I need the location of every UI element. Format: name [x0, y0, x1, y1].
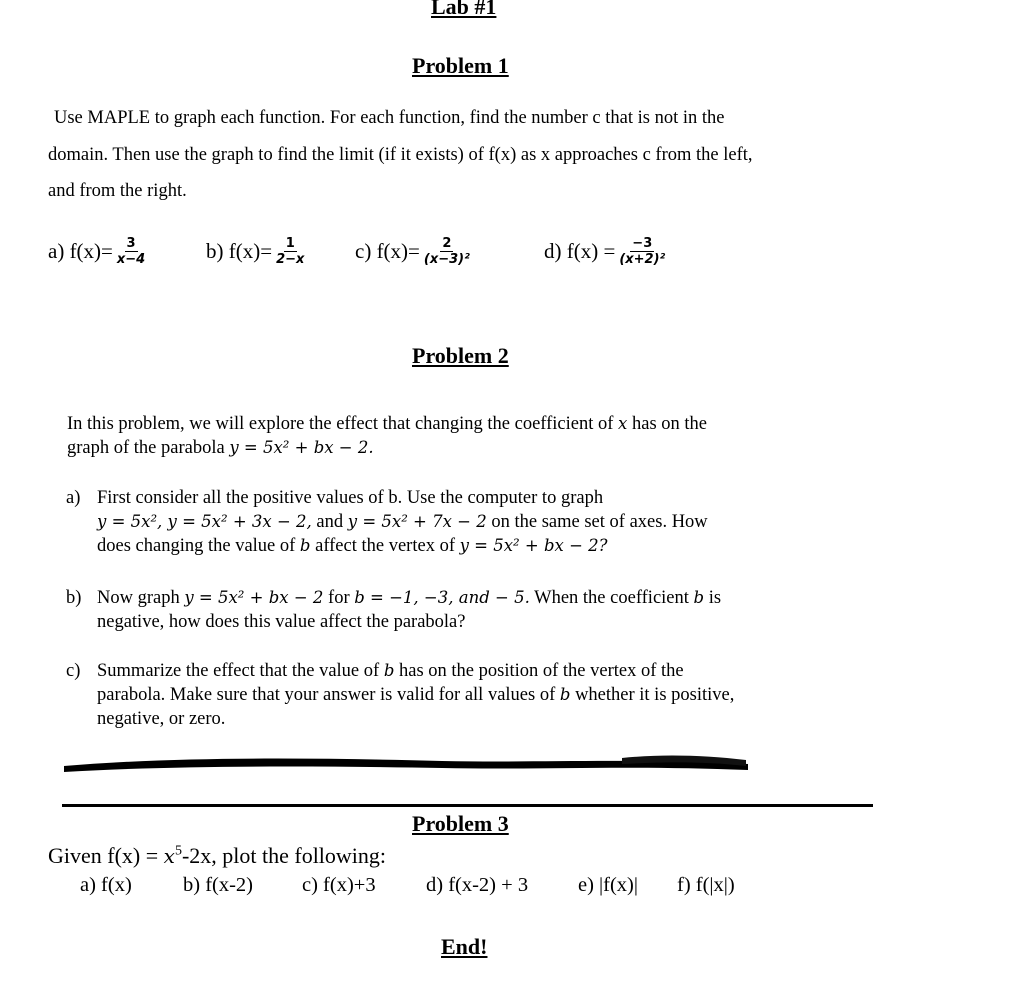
item-b-variable: b	[693, 588, 705, 607]
item-a-equation-3: y = 5x² + 7x − 2	[347, 512, 487, 531]
part-c: c) f(x)+3	[302, 874, 376, 896]
item-b-values: b = −1, −3, and − 5.	[354, 588, 530, 607]
section-divider	[62, 804, 873, 807]
item-b-line-1	[97, 586, 721, 610]
given-text: Given f(x) =	[48, 843, 164, 868]
lab-title: Lab #1	[431, 0, 497, 19]
item-c-text: Summarize the effect that the value of	[97, 661, 384, 681]
problem1-line-3: and from the right.	[48, 181, 187, 201]
item-a-label: a)	[66, 488, 81, 508]
function-a-denominator: x−4	[116, 252, 146, 267]
problem2-intro-line-2	[67, 436, 707, 460]
function-c-denominator: (x−3)²	[423, 252, 470, 267]
item-b-label: b)	[66, 588, 82, 608]
item-c-line-3: negative, or zero.	[97, 709, 226, 729]
problem2-intro-line-1	[67, 412, 707, 436]
function-a-fraction	[115, 236, 147, 267]
item-b-text: Now graph	[97, 588, 185, 608]
item-a-text-2: affect the vertex of	[310, 536, 460, 556]
function-c-numerator: 2	[442, 236, 452, 251]
given-exponent: 5	[174, 843, 182, 859]
item-a-variable: b	[299, 536, 311, 555]
function-b	[206, 236, 306, 267]
problem1-line-2: domain. Then use the graph to find the limit (if it exists) of f(x) as x approaches c from the left,	[48, 144, 753, 165]
item-a-text: does changing the value of	[97, 536, 300, 556]
problem1-instructions	[48, 100, 888, 210]
parabola-equation: y = 5x² + bx − 2.	[229, 438, 374, 457]
item-a-equations: y = 5x², y = 5x² + 3x − 2,	[97, 512, 312, 531]
item-b-text-2: When the coefficient	[529, 588, 694, 608]
function-c-fraction	[422, 236, 472, 267]
function-d-numerator: −3	[632, 236, 653, 251]
item-c-variable-2: b	[559, 685, 571, 704]
function-b-fraction	[274, 236, 306, 267]
item-c-text-4: whether it is positive,	[570, 685, 735, 705]
intro-text-end: has on the	[627, 414, 707, 434]
item-b-for: for	[323, 588, 355, 608]
part-f: f) f(|x|)	[677, 874, 735, 896]
problem1-line-1: Use MAPLE to graph each function. For each function, find the number c that is not in the	[54, 108, 725, 128]
redaction-scribble	[62, 752, 750, 774]
function-a-numerator: 3	[126, 236, 136, 251]
item-c-label: c)	[66, 661, 81, 681]
item-c-variable: b	[383, 661, 395, 680]
item-a-rest: on the same set of axes. How	[486, 512, 708, 532]
problem3-heading: Problem 3	[412, 811, 509, 836]
part-d: d) f(x-2) + 3	[426, 874, 529, 896]
function-c	[355, 236, 472, 267]
item-b-text-3: is	[704, 588, 722, 608]
item-a-and: and	[311, 512, 348, 532]
intro-text-2: graph of the parabola	[67, 438, 230, 458]
function-b-denominator: 2−x	[276, 252, 305, 267]
item-c-text-2: has on the position of the vertex of the	[394, 661, 684, 681]
problem3-given	[48, 843, 386, 869]
given-variable: x	[163, 844, 175, 868]
function-b-label: b) f(x)=	[206, 239, 273, 263]
problem2-intro	[67, 412, 707, 460]
item-c-text-3: parabola. Make sure that your answer is valid for all values of	[97, 685, 560, 705]
end-heading: End!	[441, 934, 488, 959]
given-text-2: -2x, plot the following:	[181, 843, 387, 868]
item-c-line-2	[97, 683, 734, 707]
item-a-line-1: First consider all the positive values of b. Use the computer to graph	[97, 488, 604, 508]
function-a-label: a) f(x)=	[48, 239, 113, 263]
part-e: e) |f(x)|	[578, 874, 638, 896]
function-c-label: c) f(x)=	[355, 239, 420, 263]
part-a: a) f(x)	[80, 874, 132, 896]
function-d-fraction	[617, 236, 667, 267]
item-a-vertex-equation: y = 5x² + bx − 2?	[459, 536, 608, 555]
item-b-equation: y = 5x² + bx − 2	[184, 588, 324, 607]
problem1-heading: Problem 1	[412, 53, 509, 78]
part-b: b) f(x-2)	[183, 874, 254, 896]
function-d-label: d) f(x) =	[544, 239, 616, 263]
function-d	[544, 236, 667, 267]
function-b-numerator: 1	[285, 236, 295, 251]
intro-text: In this problem, we will explore the effect that changing the coefficient of	[67, 414, 619, 434]
item-b-line-2: negative, how does this value affect the parabola?	[97, 612, 466, 632]
problem2-heading: Problem 2	[412, 343, 509, 368]
item-a-line-3	[97, 534, 708, 558]
problem3-parts	[80, 874, 780, 904]
item-a-line-2	[97, 510, 708, 534]
item-c-line-1	[97, 659, 734, 683]
intro-variable: x	[618, 414, 628, 433]
function-a	[48, 236, 147, 267]
function-d-denominator: (x+2)²	[619, 252, 666, 267]
